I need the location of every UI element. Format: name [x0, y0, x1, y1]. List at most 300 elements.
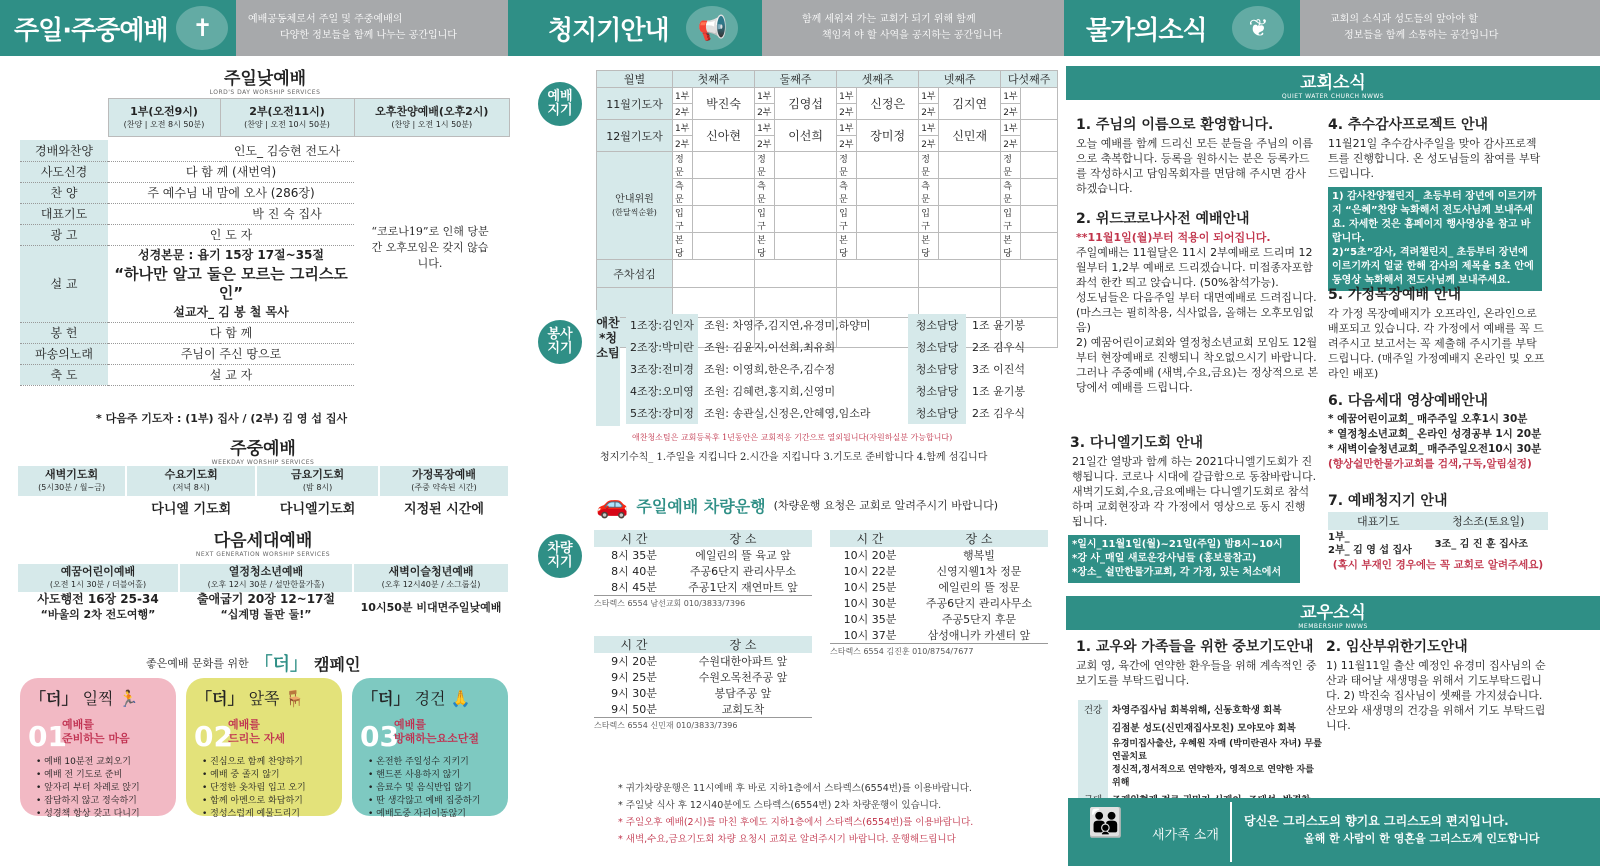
usher-pos: 입구: [837, 206, 857, 233]
part-label: 2부: [1001, 136, 1021, 152]
sunday-section: [20, 64, 510, 96]
row-label: 봉 헌: [20, 322, 108, 343]
card-item: • 예배 전 기도로 준비: [36, 770, 123, 780]
car-place: 주공6단지 관리사무소: [925, 597, 1033, 610]
card-item: • 앞자리 부터 차례로 앉기: [36, 783, 140, 793]
part-label: 2부: [673, 104, 693, 120]
col-sub: (오후 12시 30분 / 설만한물가홀): [207, 580, 325, 589]
row-label: 사도신경: [20, 161, 108, 182]
weekday-title: 주중예배: [230, 439, 296, 459]
row-label: 경배와찬양: [20, 140, 108, 161]
part-label: 2부: [673, 136, 693, 152]
header-section2: [508, 0, 762, 56]
car-hdr: 시 간: [830, 530, 910, 547]
car-hdr: 장 소: [910, 530, 1048, 547]
car-route-3: [830, 530, 1048, 659]
card-list: [368, 756, 480, 821]
news-item-red: **11월1일(월)부터 적용이 되어집니다.: [1076, 231, 1271, 244]
usher-sub: (한달씩순환): [612, 207, 657, 217]
megaphone-icon: 📢: [686, 6, 738, 50]
usher-pos: 본당: [919, 233, 939, 260]
dec-label: 12월기도자: [597, 120, 673, 152]
prayer-cat: 건강: [1078, 700, 1108, 718]
col-sub: (주중 약속된 시간): [411, 483, 477, 492]
footer-bar: [1068, 798, 1600, 866]
usher-pos: 정문: [1001, 152, 1021, 179]
campaign-card-1: [20, 678, 176, 819]
part-label: 2부: [919, 136, 939, 152]
car-steward-badge: 차량 지기: [538, 534, 582, 578]
section1-title: 주일·주중예배: [14, 15, 168, 46]
prayer-name: 장미정: [857, 120, 919, 152]
team-lead: 2조장:박미란: [626, 336, 698, 358]
desc-line: 함께 세워져 가는 교회가 되기 위해 함께: [802, 14, 976, 25]
header-section3-desc: [1300, 0, 1600, 56]
team-lead: 5조장:장미정: [626, 402, 698, 424]
usher-label: 안내위원: [615, 193, 654, 205]
prayer-text: 김점분 성도(신민재집사모친) 모야모야 회복: [1112, 723, 1296, 734]
week-header: 넷째주: [919, 71, 1001, 88]
car-place: 주공6단지 관리사무소: [689, 565, 797, 578]
news-7: [1328, 494, 1548, 573]
news-3: [1068, 436, 1318, 583]
car-hdr: 장 소: [674, 636, 812, 653]
clean-label: 청소담당: [908, 380, 966, 402]
card-item: • 예배 10분전 교회오기: [36, 757, 131, 767]
usher-pos: 측문: [673, 179, 693, 206]
prayer-text: 차영주집사님 회복위해, 신동호학생 회복: [1112, 705, 1282, 716]
service-steward-badge: 봉사 지기: [538, 320, 582, 364]
team-lead: 4조장:오미영: [626, 380, 698, 402]
weekday-table: [16, 466, 510, 518]
campaign-card-3: [352, 678, 508, 819]
col-name: 가정목장예배: [412, 468, 476, 481]
row-value: 박 진 숙 집사: [220, 203, 354, 224]
card-item: • 함께 아멘으로 화답하기: [202, 796, 303, 806]
part-label: 2부: [755, 136, 775, 152]
car-place: 신영지웰1차 정문: [936, 565, 1022, 578]
news-item-red: (혹시 부재인 경우에는 꼭 교회로 알려주세요): [1332, 559, 1544, 571]
car-foot: 스타렉스 6554 남선교회 010/3833/7396: [594, 596, 812, 611]
news-6: [1328, 394, 1546, 472]
team-members: 조원: 차영주,김지연,유경미,하양미: [704, 319, 871, 332]
nextgen-table: [16, 564, 510, 622]
part-label: 1부: [673, 88, 693, 104]
card-list: [36, 756, 140, 821]
news-item-line: * 새벽이슬청년교회_ 매주주일오전10시 30분: [1328, 443, 1542, 455]
car-foot: 스타렉스 6554 김진훈 010/8754/7677: [830, 644, 1048, 659]
prayer-name: 이선희: [775, 120, 837, 152]
card-item: • 예배 중 졸지 않기: [202, 770, 280, 780]
car-hdr: 장 소: [674, 530, 812, 547]
part-label: 2부: [755, 104, 775, 120]
header-section3: [1064, 0, 1300, 56]
weekday-val: 다니엘 기도회: [151, 501, 232, 517]
col-name: 오후찬양예배(오후2시): [375, 104, 489, 118]
steward-rules: 청지기수칙_ 1.주일을 지킵니다 2.시간을 지킵니다 3.기도로 준비합니다 4.함께 섬깁니다: [600, 452, 988, 463]
card-line: 방해하는요소단절: [394, 732, 480, 745]
part-label: 2부: [837, 136, 857, 152]
section3-title: 물가의소식: [1086, 15, 1207, 46]
member-news-2: [1326, 640, 1548, 733]
nextgen-val: 10시50분 비대면주일낮예배: [360, 600, 502, 614]
clean-member: 3조 이진석: [972, 363, 1025, 376]
card-line: 예배를: [228, 718, 260, 731]
part-label: 1부: [919, 88, 939, 104]
desc-line: 교회의 소식과 성도들의 앞아야 할: [1330, 14, 1478, 25]
car-place: 삼성애니카 카센터 앞: [927, 629, 1031, 642]
week-header: 첫째주: [673, 71, 755, 88]
news-item-body: 21일간 열방과 함께 하는 2021다니엘기도회가 진행됩니다. 코로나 시대에 갈급함으로 동참바랍니다. 새벽기도회,수요,금요예배는 다니엘기도회로 참석하며 교회현장과 각 가정에서 영상으로 동시 진행 됩니다.: [1072, 455, 1317, 528]
church-news-bar: [1066, 66, 1600, 100]
car-place: 주공5단지 후문: [941, 613, 1017, 626]
nextgen-val: 사도행전 16장 25-34: [37, 592, 159, 606]
row-value: 설 교 자: [108, 364, 354, 385]
news-item-title: 5. 가정목장예배 안내: [1328, 287, 1461, 303]
card-item: • 음료수 및 음식반입 않기: [368, 783, 472, 793]
car-route-2: [594, 636, 812, 733]
sunday-table: [20, 98, 510, 137]
campaign-header: [146, 650, 360, 676]
card-tag: 「더」: [196, 689, 244, 708]
weekday-val: 지정된 시간에: [404, 501, 484, 517]
clean-member: 1조 윤기봉: [972, 385, 1025, 398]
news-item-title: 7. 예배청지기 안내: [1328, 493, 1448, 509]
car-place: 수원오목천주공 앞: [698, 671, 788, 684]
member-news-bar: [1066, 596, 1600, 630]
car-route-1: [594, 530, 812, 611]
worship-steward-badge: 예배 지기: [538, 82, 582, 126]
car-time: 8시 35분: [611, 549, 657, 562]
car-place: 교회도착: [721, 703, 765, 716]
card-title: [30, 686, 139, 709]
members-title: 교우소식: [1300, 603, 1366, 623]
col-sub: (오후 12시40분 / 소그룹실): [381, 580, 481, 589]
clean-label: 청소담당: [908, 314, 966, 336]
part-label: 2부: [1001, 104, 1021, 120]
nextgen-section: [16, 526, 510, 558]
row-label: 찬 양: [20, 182, 108, 203]
col-name: 1부(오전9시): [130, 104, 198, 118]
news-subtitle: QUIET WATER CHURCH NWWS: [1281, 93, 1385, 100]
news-item-body: 각 가정 목장예배지가 오프라인, 온라인으로 배포되고 있습니다. 각 가정에서 예배를 꼭 드려주시고 보고서는 꼭 제출해 주시기를 부탁드립니다. (매주일 가정예배지 온라인 및 오프라인 배포): [1328, 307, 1545, 380]
row-value: 다 함 께 (새번역): [108, 161, 354, 182]
prayer-name: 김지연: [939, 88, 1001, 120]
members-subtitle: MEMBERSHIP NWWS: [1298, 623, 1368, 630]
card-item: • 온전한 주일성수 지키기: [368, 757, 469, 767]
car-time: 10시 35분: [843, 613, 897, 626]
car-icon: 🚗: [596, 490, 629, 520]
car-subtitle: (차량운행 요청은 교회로 알려주시기 바랍니다): [773, 499, 999, 512]
car-time: 10시 22분: [843, 565, 897, 578]
car-time: 8시 45분: [611, 581, 657, 594]
team-members: 조원: 김혜련,홍지희,신영미: [704, 385, 836, 398]
news-item-body: 오늘 예배를 함께 드리신 모든 분들을 주님의 이름으로 축복합니다. 등록을 원하시는 분은 등록카드를 작성하시고 담임목회자를 면담해 주시면 감사하겠습니다.: [1076, 137, 1313, 195]
news-item-body: 2) 예꿈어린이교회와 열정청소년교회 모임도 12월 부터 현장예배로 진행되니 착오없으시기 바랍니다. 그러나 주중예배 (새벽,수요,금요)는 정상적으로 본당에서 예배를 드립니다.: [1076, 336, 1319, 394]
col-name: 열정청소년예배: [228, 565, 304, 578]
car-note: * 주일오후 예배(2시)를 마친 후에도 지하1층에서 스타렉스(6554번)를 이용바랍니다.: [618, 817, 974, 828]
prayer-name: 신아현: [693, 120, 755, 152]
card-item: • 핸드폰 사용하지 않기: [368, 770, 461, 780]
col-sub: (오전 1시 30분 / 더블어홀): [49, 580, 147, 589]
section2-title: 청지기안내: [548, 15, 669, 46]
part-label: 1부: [1001, 88, 1021, 104]
part-label: 1부: [1001, 120, 1021, 136]
news-5: [1328, 288, 1546, 381]
covid-notice: “코로나19”로 인해 당분간 오후모임은 갖지 않습니다.: [371, 225, 489, 270]
prayer-name: 신정은: [857, 88, 919, 120]
usher-pos: 본당: [755, 233, 775, 260]
clean-member: 1조 윤기봉: [972, 319, 1025, 332]
n7-header: 청소조(토요일): [1429, 512, 1548, 530]
sunday-title: 주일낮예배: [223, 69, 307, 89]
family-icon: 👪: [1088, 806, 1123, 839]
campaign-prefix: 좋은예배 문화를 위한: [146, 657, 249, 670]
row-value: 다 함 께: [108, 322, 354, 343]
news-item-title: 4. 추수감사프로젝트 안내: [1328, 117, 1489, 133]
usher-pos: 본당: [837, 233, 857, 260]
member-news-1: [1076, 640, 1326, 688]
new-family-label[interactable]: 새가족 소개: [1152, 828, 1219, 843]
prayer-name: 김영섭: [775, 88, 837, 120]
news-1: [1076, 118, 1314, 196]
clean-label: 청소담당: [908, 402, 966, 424]
clean-label: 청소담당: [908, 358, 966, 380]
nextgen-val: “바울의 2차 전도여행”: [40, 608, 156, 621]
preacher: 설교자_ 김 봉 철 목사: [173, 304, 289, 319]
bible-icon: ✝: [176, 6, 228, 50]
usher-pos: 측문: [837, 179, 857, 206]
news-2: [1076, 212, 1320, 395]
row-label: 대표기도: [20, 203, 108, 224]
news-item-title: 1. 주님의 이름으로 환영합니다.: [1076, 117, 1274, 133]
car-hdr: 시 간: [594, 530, 674, 547]
weekday-col: [380, 466, 508, 496]
team-members: 조원: 김윤지,이선희,최유희: [704, 341, 836, 354]
team-members: 조원: 이영희,한은주,김수정: [704, 363, 836, 376]
member-item-body: 교회 영, 육간에 연약한 환우들을 위해 계속적인 중보기도를 부탁드립니다.: [1076, 659, 1317, 687]
card-num: 01: [28, 720, 67, 753]
prayer-text: 정신적,정서적으로 연약한자, 영적으로 연약한 자를 위해: [1112, 765, 1314, 788]
news-highlight: 1) 감사찬양챌린지_ 초등부터 장년에 이르기까지 “은혜”찬양 녹화해서 전도사님께 보내주세요. 자세한 것은 홈페이지 행사영상을 참고 바랍니다. 2)“5초”감사, 격려챌린지_ 초등부터 장년에 이르기까지 얼굴 한해 감사의 제목을 5초 안에 동영상 녹화해서 전도사님께 보내주세요.: [1328, 187, 1542, 291]
prayer-table: [596, 70, 1058, 348]
week-header: 둘째주: [755, 71, 837, 88]
car-time: 10시 30분: [843, 597, 897, 610]
col-name: 예꿈어린이예배: [60, 565, 136, 578]
plant-hand-icon: ❦: [1232, 6, 1284, 50]
nextgen-val: 출애굽기 20장 12~17절: [196, 592, 336, 606]
car-foot: 스타렉스 6554 신민재 010/3833/7396: [594, 718, 812, 733]
card-item: • 진심으로 함께 찬양하기: [202, 757, 303, 767]
car-place: 에일린의 뜰 정문: [938, 581, 1020, 594]
footer-line: 올해 한 사람이 한 영혼을 그리스도께 인도합니다: [1304, 832, 1540, 845]
part-label: 1부: [837, 88, 857, 104]
nextgen-title: 다음세대예배: [213, 531, 313, 551]
usher-pos: 측문: [1001, 179, 1021, 206]
col-sub: (찬양 | 오전 10시 50분): [244, 119, 330, 129]
card-tag: 「더」: [30, 689, 78, 708]
usher-pos: 본당: [673, 233, 693, 260]
news-highlight: *일시_11월1일(월)~21일(주일) 밤8시~10시 *강 사_매일 새로운강사님들 (홍보물참고) *장소_ 쉴만한물가교회, 각 가정, 있는 처소에서: [1068, 535, 1300, 583]
team-lead: 3조장:전미경: [626, 358, 698, 380]
row-label: 광 고: [20, 224, 108, 245]
clean-label: 청소담당: [908, 336, 966, 358]
news-item-line: * 예꿈어린이교회_ 매주주일 오후1시 30분: [1328, 413, 1528, 425]
news-4: [1328, 118, 1542, 291]
car-time: 8시 40분: [611, 565, 657, 578]
car-note: * 새벽,수요,금요기도회 차량 요청시 교회로 알려주시기 바랍니다. 운행해드립니다: [618, 834, 956, 845]
card-tag: 「더」: [362, 689, 410, 708]
weekday-col: [127, 466, 255, 496]
car-time: 9시 20분: [611, 655, 657, 668]
col-sub: (5시30분 / 월~금): [38, 483, 106, 492]
news-item-body: 성도님들은 다음주일 부터 대면예배로 드려집니다. (마스크는 필히착용, 식사없음, 올해는 오후모임없음): [1076, 291, 1317, 334]
weekday-subtitle: WEEKDAY WORSHIP SERVICES: [211, 459, 315, 466]
card-word: 일찍: [82, 689, 114, 708]
team-lead: 1조장:김인자: [626, 314, 698, 336]
n7-cell: 3조_ 김 진 훈 집사조: [1434, 538, 1529, 550]
usher-pos: 본당: [1001, 233, 1021, 260]
weekday-val: [18, 496, 125, 518]
footer-divider: [1230, 802, 1232, 862]
car-place: 주공1단지 재연마트 앞: [688, 581, 798, 594]
row-value: 주 예수님 내 맘에 오사 (286장): [108, 182, 354, 203]
nextgen-subtitle: NEXT GENERATION WORSHIP SERVICES: [195, 551, 331, 558]
prayer-name: [1021, 88, 1058, 120]
news-item-title: 6. 다음세대 영상예배안내: [1328, 393, 1489, 409]
col-sub: (찬양 | 오전 1시 50분): [391, 119, 473, 129]
n7-header: 대표기도: [1328, 512, 1429, 530]
prayer-name: 박진숙: [693, 88, 755, 120]
usher-pos: 측문: [919, 179, 939, 206]
usher-pos: 입구: [919, 206, 939, 233]
weekday-val: 다니엘기도회: [279, 501, 356, 517]
row-label: 파송의노래: [20, 343, 108, 364]
usher-pos: 측문: [755, 179, 775, 206]
card-item: • 잡담하지 않고 정숙하기: [36, 796, 137, 806]
team-members: 조원: 송관실,신정은,안혜영,임소라: [704, 407, 871, 420]
running-icon: 🏃: [118, 689, 139, 708]
header-section1-desc: [236, 0, 508, 56]
col-name: 수요기도회: [164, 468, 218, 481]
row-value: 인도_ 김승현 전도사: [220, 140, 354, 161]
usher-pos: 입구: [1001, 206, 1021, 233]
sitting-icon: 🪑: [284, 689, 305, 708]
next-prayer: * 다음주 기도자 : (1부) 집사 / (2부) 김 영 섭 집사: [96, 412, 348, 425]
car-time: 10시 25분: [843, 581, 897, 594]
news7-table: [1328, 512, 1548, 558]
desc-line: 다양한 정보들을 함께 나누는 공간입니다: [280, 30, 457, 41]
car-time: 10시 20분: [843, 549, 897, 562]
card-item: • 딴 생각않고 예배 집중하기: [368, 796, 481, 806]
card-line: 준비하는 마음: [62, 732, 130, 745]
part-label: 1부: [919, 120, 939, 136]
part-label: 1부: [755, 88, 775, 104]
card-item: • 성경책 항상 갖고 다니기: [36, 809, 140, 819]
campaign-suffix: 캠페인: [314, 654, 361, 674]
car-time: 9시 30분: [611, 687, 657, 700]
card-item: • 예배도중 자리이동않기: [368, 809, 466, 819]
prayer-name: [1021, 120, 1058, 152]
card-title: [362, 686, 471, 709]
card-line: 예배를: [62, 718, 94, 731]
car-time: 10시 37분: [843, 629, 897, 642]
usher-pos: 정문: [919, 152, 939, 179]
col-sub: (저녁 8시): [172, 483, 210, 492]
sunday-order-table: [20, 140, 354, 386]
team-note: 애찬청소팀은 교회등록후 1년동안은 교회적응 기간으로 열외됩니다(자원하실분 가능합니다): [632, 433, 953, 442]
row-label: 설 교: [20, 245, 108, 322]
car-note: * 귀가차량운행은 11시예배 후 바로 지하1층에서 스타렉스(6554번)를 이용바랍니다.: [618, 783, 972, 794]
car-time: 9시 50분: [611, 703, 657, 716]
week-header: 월별: [597, 71, 673, 88]
desc-line: 책임져 야 할 사역을 공지하는 공간입니다: [822, 30, 1003, 41]
member-item-title: 1. 교우와 가족들을 위한 중보기도안내: [1076, 639, 1314, 655]
card-num: 03: [360, 720, 399, 753]
car-time: 9시 25분: [611, 671, 657, 684]
news-item-line: * 열정청소년교회_ 온라인 성경공부 1시 20분: [1328, 428, 1542, 440]
part-label: 1부: [755, 120, 775, 136]
car-place: 행복빌: [963, 549, 995, 562]
news-item-title: 2. 위드코로나사전 예배안내: [1076, 211, 1250, 227]
usher-pos: 정문: [755, 152, 775, 179]
card-word: 경건: [414, 689, 446, 708]
desc-line: 예배공동체로서 주일 및 주중예배의: [248, 14, 403, 25]
col-name: 새벽이슬청년예배: [388, 565, 474, 578]
header-section1: [0, 0, 236, 56]
usher-pos: 입구: [755, 206, 775, 233]
footer-line: 당신은 그리스도의 향기요 그리스도의 편지입니다.: [1244, 814, 1509, 828]
car-title: 주일예배 차량운행: [636, 496, 766, 516]
part-label: 1부: [673, 120, 693, 136]
part-label: 2부: [837, 104, 857, 120]
news-item-red: (향상쉴만한물가교회를 검색,구독,알림설정): [1328, 458, 1532, 470]
car-place: 봉담주공 앞: [714, 687, 772, 700]
clean-member: 2조 김우식: [972, 407, 1025, 420]
col-name: 새벽기도회: [45, 468, 99, 481]
prayer-text: 유경미집사출산, 우혜원 자매 (박미란권사 자녀) 무릎연골치료: [1112, 739, 1322, 762]
week-header: 셋째주: [837, 71, 919, 88]
col-sub: (찬양 | 오전 8시 50분): [123, 119, 205, 129]
weekday-col: [257, 466, 378, 496]
card-list: [202, 756, 306, 821]
col-name: 2부(오전11시): [249, 104, 325, 118]
scripture: 성경본문 : 욥기 15장 17절~35절: [138, 247, 324, 262]
week-header: 다섯째주: [1001, 71, 1058, 88]
header-section2-desc: [762, 0, 1064, 56]
card-line: 예배를: [394, 718, 426, 731]
parking-label: 주차섬김: [597, 260, 673, 288]
row-value: 인 도 자: [108, 224, 354, 245]
row-label: 축 도: [20, 364, 108, 385]
prayer-name: 신민재: [939, 120, 1001, 152]
card-line: 드리는 자세: [228, 732, 285, 745]
usher-pos: 입구: [673, 206, 693, 233]
card-num: 02: [194, 720, 233, 753]
nextgen-val: “십계명 돌판 둘!”: [220, 608, 312, 621]
prayer-request-table: [1078, 700, 1322, 810]
col-name: 금요기도회: [291, 468, 345, 481]
praying-icon: 🙏: [450, 689, 471, 708]
clean-member: 2조 김우식: [972, 341, 1025, 354]
team-label: 애찬*청소팀: [596, 310, 620, 426]
car-place: 수원대한아파트 앞: [698, 655, 788, 668]
car-place: 에일린의 뜰 육교 앞: [695, 549, 791, 562]
car-notes: [618, 780, 1058, 848]
member-item-title: 2. 임산부위한기도안내: [1326, 639, 1468, 655]
sermon-title: “하나만 알고 둘은 모르는 그리스도인”: [114, 264, 348, 302]
usher-pos: 정문: [837, 152, 857, 179]
